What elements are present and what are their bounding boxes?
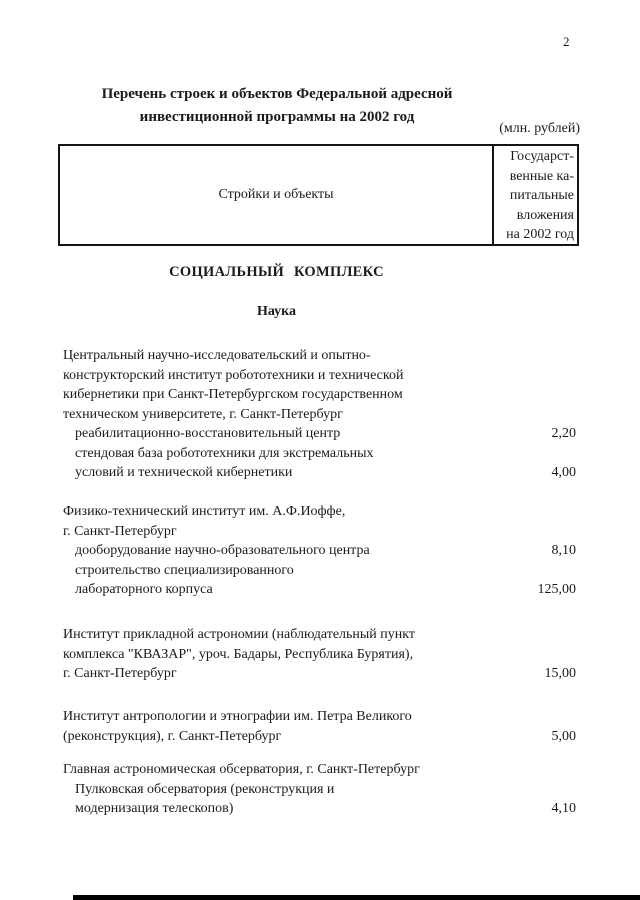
entry-line [63,707,576,727]
entry-applied-astronomy-institute [63,625,576,684]
units-note: (млн. рублей) [499,121,580,136]
table-header-col2-line: питальные [509,188,574,203]
entry-text: Институт антропологии и этнографии им. Петра Великого [63,709,412,724]
entry-text: кибернетики при Санкт-Петербургском государственном [63,387,403,402]
table-header-col-objects: Стройки и объекты [60,146,494,244]
entry-line [63,799,576,819]
entry-line [63,405,576,425]
amount-value: 15,00 [544,666,576,681]
entry-text: Физико-технический институт им. А.Ф.Иоффе, [63,504,346,519]
entry-line [63,522,576,542]
entry-line [63,780,576,800]
entry-text: Институт прикладной астрономии (наблюдательный пункт [63,627,416,642]
page-number: 2 [563,34,570,49]
entry-ioffe-institute [63,502,576,600]
amount-value: 2,20 [551,426,576,441]
entry-line [63,444,576,464]
amount-value: 125,00 [537,582,576,597]
entry-text: г. Санкт-Петербург [63,523,177,539]
amount-value: 8,10 [551,543,576,558]
scan-edge-artifact [73,895,640,900]
entry-text: техническом университете, г. Санкт-Петербург [63,406,343,422]
document-title-line1: Перечень строек и объектов Федеральной адресной [101,86,453,102]
table-header-col2-line: вложения [516,207,574,223]
entry-line [63,727,576,747]
table-header-col2-line: на 2002 год [506,227,574,242]
table-header-box [58,144,579,246]
section-title: СОЦИАЛЬНЫЙ КОМПЛЕКС [169,264,384,280]
amount-value: 4,00 [551,465,576,480]
entry-text: условий и технической кибернетики [75,465,293,480]
entry-text: реабилитационно-восстановительный центр [75,426,341,441]
entry-text: комплекса "КВАЗАР", уроч. Бадары, Республика Бурятия), [63,646,414,662]
amount-value: 5,00 [551,728,576,744]
table-header-col2-line: Государст- [510,149,574,164]
entry-line [63,346,576,366]
subsection-title: Наука [256,304,297,319]
entry-line [63,541,576,561]
entry-line [63,424,576,444]
entry-line [63,664,576,684]
entry-line [63,366,576,386]
entry-line [63,625,576,645]
entry-text: модернизация телескопов) [75,801,234,816]
entry-text: Главная астрономическая обсерватория, г. Санкт-Петербург [63,762,420,777]
table-header-col2-line: венные ка- [509,168,574,184]
entry-astronomical-observatory [63,760,576,819]
entry-line [63,385,576,405]
entry-text: г. Санкт-Петербург [63,666,177,681]
entry-text: строительство специализированного [75,562,294,578]
entry-text: дооборудование научно-образовательного центра [75,543,370,558]
entry-line [63,760,576,780]
entry-text: (реконструкция), г. Санкт-Петербург [63,728,282,744]
entry-line [63,645,576,665]
document-title-line2: инвестиционной программы на 2002 год [139,109,415,125]
entry-anthropology-institute [63,707,576,746]
entry-line [63,580,576,600]
entry-text: лабораторного корпуса [75,582,213,597]
entry-text: стендовая база робототехники для экстремальных [75,445,374,461]
entry-robotics-institute [63,346,576,483]
entry-line [63,561,576,581]
entry-text: Центральный научно-исследовательский и опытно- [63,348,371,363]
table-header-col-investments [494,146,577,244]
amount-value: 4,10 [551,801,576,816]
entry-line [63,463,576,483]
entry-text: Пулковская обсерватория (реконструкция и [75,781,335,797]
entry-text: конструкторский институт робототехники и технической [63,367,404,383]
entry-line [63,502,576,522]
